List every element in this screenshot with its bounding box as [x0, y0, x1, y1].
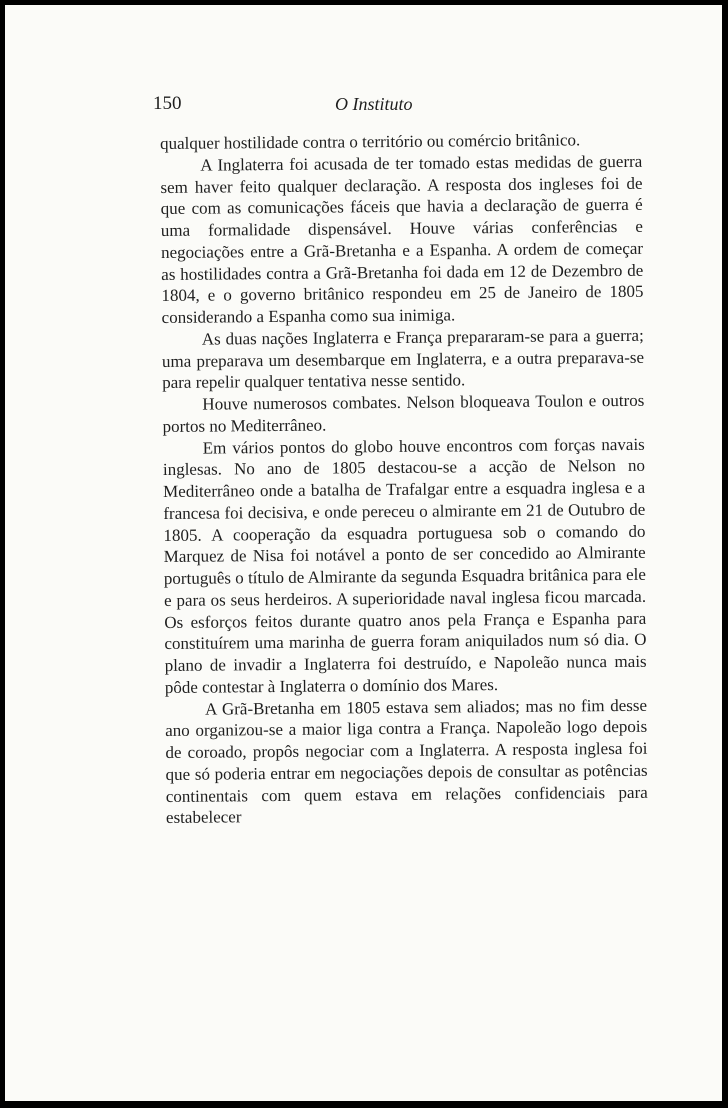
page-number: 150 — [153, 93, 182, 114]
paragraph: A Inglaterra foi acusada de ter tomado estas medidas de guerra sem haver feito qualquer declaração. A resposta dos ingleses foi de que com as comunicações fáceis que havia a declaração de guerra é uma formalidade dispensável. Houve várias conferências e negociações entre a Grã-Bretanha e a Espanha. A ordem de começar as hostilidades contra a Grã-Bretanha foi dada em 12 de Dezembro de 1804, e o governo britânico respondeu em 25 de Janeiro de 1805 considerando a Espanha como sua inimiga. — [160, 151, 644, 327]
paragraph: As duas nações Inglaterra e França prepararam-se para a guerra; uma preparava um desembarque em Inglaterra, e a outra preparava-se para repelir qualquer tentativa nesse sentido. — [161, 325, 645, 393]
book-page — [5, 5, 722, 1101]
paragraph-continuation: qualquer hostilidade contra o território ou comércio britânico. — [160, 130, 581, 153]
paragraph: A Grã-Bretanha em 1805 estava sem aliados; mas no fim desse ano organizou-se a maior liga contra a França. Napoleão logo depois de coroado, propôs negociar com a Inglaterra. A resposta inglesa foi que só poderia entrar em negociações depois de consultar as potências continentais com quem estava em relações confidenciais para estabelecer — [165, 695, 648, 828]
paragraph: Em vários pontos do globo houve encontros com forças navais inglesas. No ano de 1805 destacou-se a acção de Nelson no Mediterrâneo onde a batalha de Trafalgar entre a esquadra inglesa e a francesa foi decisiva, e onde pereceu o almirante em 21 de Outubro de 1805. A cooperação da esquadra portuguesa sob o comando do Marquez de Nisa foi notável a ponto de ser concedido ao Almirante português o título de Almirante da segunda Esquadra britânica para ele e para os seus herdeiros. A superioridade naval inglesa ficou marcada. Os esforços feitos durante quatro anos pela França e Espanha para constituírem uma marinha de guerra foram aniquilados num só dia. O plano de invadir a Inglaterra foi destruído, e Napoleão nunca mais pôde contestar à Inglaterra o domínio dos Mares. — [162, 434, 647, 697]
paragraph: Houve numerosos combates. Nelson bloqueava Toulon e outros portos no Mediterrâneo. — [162, 390, 645, 436]
page-header — [150, 91, 650, 119]
running-title: O Instituto — [335, 94, 413, 114]
body-text — [160, 129, 648, 829]
